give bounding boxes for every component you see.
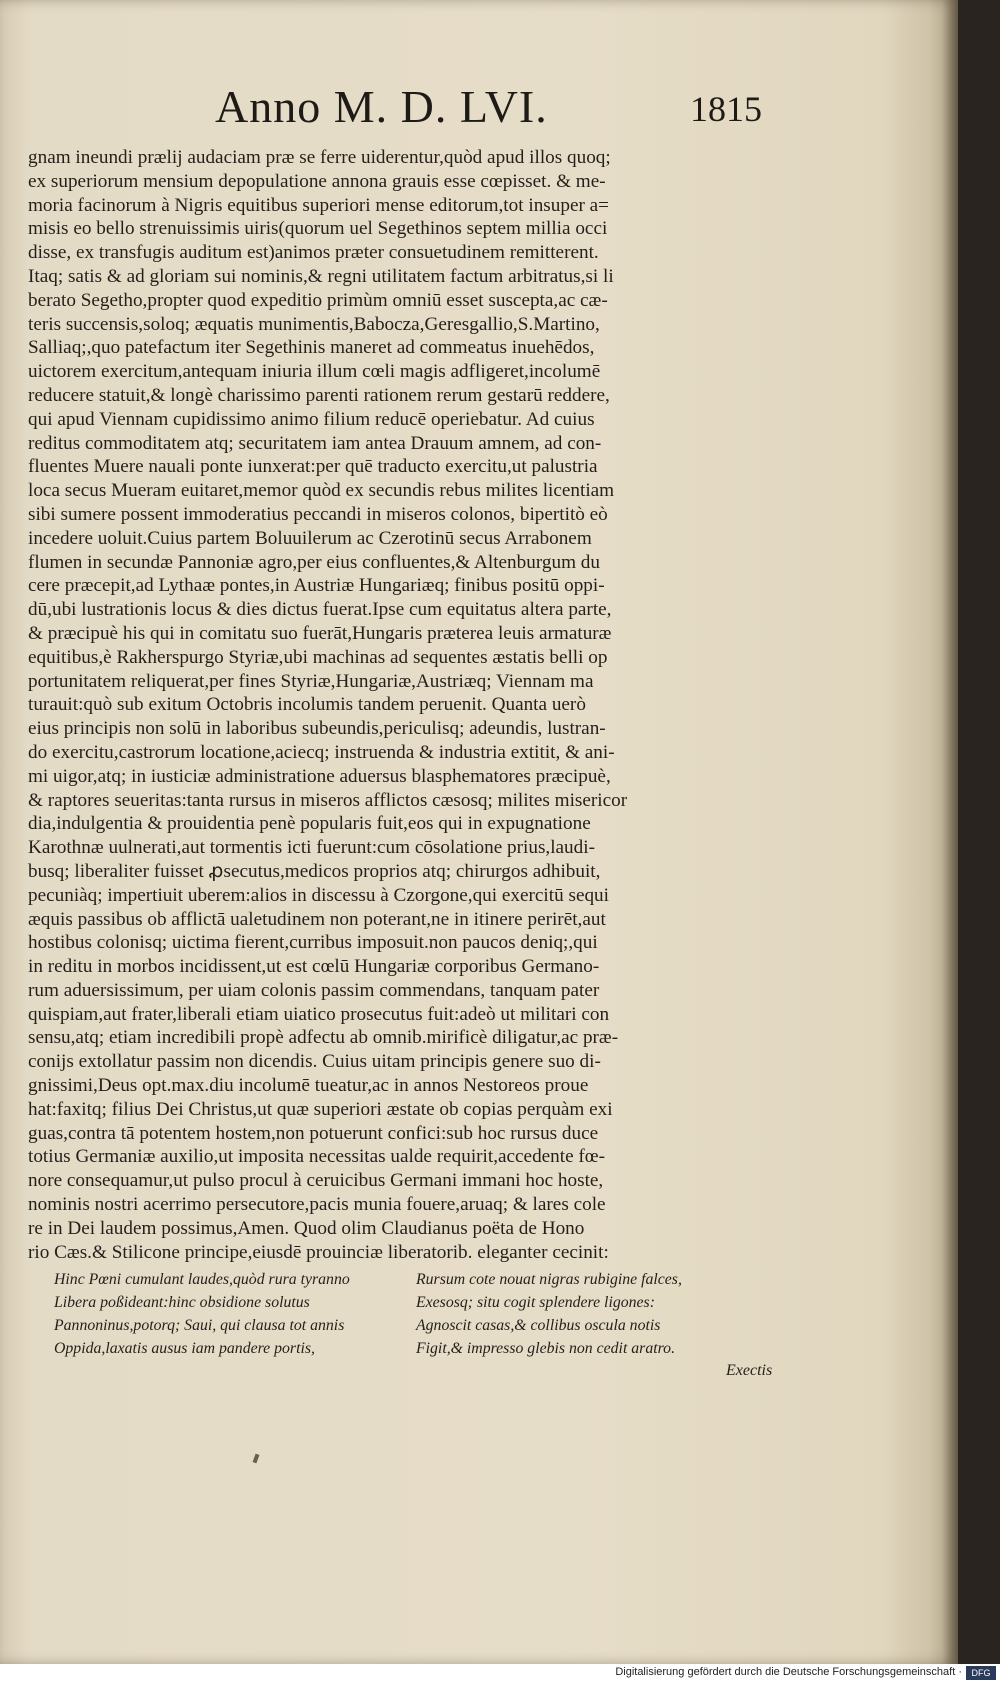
text-line: cere præcepit,ad Lythaæ pontes,in Austriæ Hungariæq; finibus positū oppi- xyxy=(28,575,605,597)
text-line: nore consequamur,ut pulso procul à ceruicibus Germani immani hoc hoste, xyxy=(28,1170,604,1192)
text-line: pecuniàq; impertiuit uberem:alios in discessu à Czorgone,qui exercitū sequi xyxy=(28,884,609,906)
header-title: Anno M. D. LVI. xyxy=(215,81,548,132)
text-line: gnissimi,Deus opt.max.diu incolumē tueatur,ac in annos Nestoreos proue xyxy=(28,1075,589,1097)
text-line: moria facinorum à Nigris equitibus superiori mense editorum,tot insuper a= xyxy=(28,194,609,216)
text-line: & raptores seueritas:tanta rursus in miseros afflictos cæsosq; milites misericor xyxy=(28,789,628,811)
verse-line: Oppida,laxatis ausus iam pandere portis, xyxy=(54,1340,315,1357)
text-line: dū,ubi lustrationis locus & dies dictus fuerat.Ipse cum equitatus altera parte, xyxy=(28,599,612,621)
body-text xyxy=(28,146,788,1264)
footer-bar xyxy=(0,1664,1000,1683)
text-line: re in Dei laudem possimus,Amen. Quod olim Claudianus poëta de Hono xyxy=(28,1217,585,1239)
text-line: reducere statuit,& longè charissimo parenti rationem rerum gestarū reddere, xyxy=(28,384,610,406)
verse-line: Hinc Pœni cumulant laudes,quòd rura tyranno xyxy=(54,1271,350,1288)
text-line: rio Cæs.& Stilicone principe,eiusdē prouinciæ liberatorib. eleganter cecinit: xyxy=(28,1241,609,1263)
text-line: Itaq; satis & ad gloriam sui nominis,& regni utilitatem factum arbitratus,si li xyxy=(28,265,614,287)
text-line: qui apud Viennam cupidissimo animo filium reducē operiebatur. Ad cuius xyxy=(28,408,595,430)
text-line: fluentes Muere nauali ponte iunxerat:per quē traducto exercitu,ut palustria xyxy=(28,456,598,478)
text-line: æquis passibus ob afflictā ualetudinem non poterant,ne in itinere perirēt,aut xyxy=(28,908,606,930)
text-line: guas,contra tā potentem hostem,non potuerunt confici:sub hoc rursus duce xyxy=(28,1122,599,1144)
verse-line: Figit,& impresso glebis non cedit aratro. xyxy=(416,1340,676,1357)
text-line: loca secus Mueram euitaret,memor quòd ex secundis rebus milites licentiam xyxy=(28,480,615,502)
text-line: Karothnæ uulnerati,aut tormentis icti fuerunt:cum cōsolatione prius,laudi- xyxy=(28,837,595,859)
footer-text: Digitalisierung gefördert durch die Deutsche Forschungsgemeinschaft · xyxy=(615,1666,962,1678)
verse-line: Exesosq; situ cogit splendere ligones: xyxy=(416,1294,655,1311)
text-line: reditus commoditatem atq; securitatem iam antea Drauum amnem, ad con- xyxy=(28,432,602,454)
text-line: disse, ex transfugis auditum est)animos præter consuetudinem remitterent. xyxy=(28,242,599,264)
text-line: teris succensis,soloq; æquatis munimentis,Babocza,Geresgallio,S.Martino, xyxy=(28,313,600,335)
text-line: in reditu in morbos incidissent,ut est cœlū Hungariæ corporibus Germano- xyxy=(28,956,600,978)
text-line: berato Segetho,propter quod expeditio primùm omniū esset suscepta,ac cæ- xyxy=(28,289,608,311)
text-line: sensu,atq; etiam incredibili propè adfectu ab omnib.mirificè diligatur,ac præ- xyxy=(28,1027,619,1049)
text-line: mi uigor,atq; in iusticiæ administratione aduersus blasphematores præcipuè, xyxy=(28,765,611,787)
running-header xyxy=(215,80,815,142)
text-line: nominis nostri acerrimo persecutore,pacis munia fouere,aruaq; & lares cole xyxy=(28,1194,606,1216)
verse-line: Agnoscit casas,& collibus oscula notis xyxy=(416,1317,661,1334)
verse-right-column xyxy=(416,1268,682,1360)
dfg-logo: DFG xyxy=(966,1666,996,1680)
text-line: conijs extollatur passim non dicendis. Cuius uitam principis genere suo di- xyxy=(28,1051,601,1073)
text-line: incedere uoluit.Cuius partem Boluuilerum ac Czerotinū secus Arrabonem xyxy=(28,527,592,549)
text-line: hat:faxitq; filius Dei Christus,ut quæ superiori æstate ob copias perquàm exi xyxy=(28,1098,613,1120)
text-line: totius Germaniæ auxilio,ut imposita necessitas ualde requirit,accedente fœ- xyxy=(28,1146,606,1168)
text-line: quispiam,aut frater,liberali etiam uiatico prosecutus fuit:adeò ut militari con xyxy=(28,1003,610,1025)
page-fold-shadow xyxy=(942,0,958,1664)
text-line: Salliaq;,quo patefactum iter Segethinis maneret ad commeatus inuehēdos, xyxy=(28,337,595,359)
text-line: rum aduersissimum, per uiam colonis passim commendans, tanquam pater xyxy=(28,979,600,1001)
text-line: dia,indulgentia & prouidentia penè popularis fuit,eos qui in expugnatione xyxy=(28,813,591,835)
text-line: busq; liberaliter fuisset ꝓsecutus,medicos proprios atq; chirurgos adhibuit, xyxy=(28,860,601,882)
text-line: equitibus,è Rakherspurgo Styriæ,ubi machinas ad sequentes æstatis belli op xyxy=(28,646,608,668)
text-line: misis eo bello strenuissimis uiris(quorum uel Segethinos septem millia occi xyxy=(28,218,608,240)
text-line: portunitatem reliquerat,per fines Styriæ,Hungariæ,Austriæq; Viennam ma xyxy=(28,670,594,692)
ink-mark xyxy=(253,1454,260,1464)
catchword: Exectis xyxy=(726,1362,773,1379)
verse-line: Libera poßideant:hinc obsidione solutus xyxy=(54,1294,310,1311)
verse-left-column xyxy=(54,1268,350,1360)
verse-line: Pannoninus,potorq; Saui, qui clausa tot annis xyxy=(54,1317,345,1334)
verse-line: Rursum cote nouat nigras rubigine falces, xyxy=(416,1271,682,1288)
text-line: flumen in secundæ Pannoniæ agro,per eius confluentes,& Altenburgum du xyxy=(28,551,600,573)
text-line: turauit:quò sub exitum Octobris incolumis tandem peruenit. Quanta uerò xyxy=(28,694,586,716)
page-number: 1815 xyxy=(690,89,762,129)
text-line: ex superiorum mensium depopulatione annona grauis esse cœpisset. & me- xyxy=(28,170,606,192)
text-line: eius principis non solū in laboribus subeundis,periculisq; adeundis, lustran- xyxy=(28,718,606,740)
text-line: hostibus colonisq; uictima fierent,curribus imposuit.non paucos deniq;,qui xyxy=(28,932,598,954)
text-line: do exercitu,castrorum locatione,aciecq; instruenda & industria extitit, & ani- xyxy=(28,741,615,763)
text-line: gnam ineundi prælij audaciam præ se ferre uiderentur,quòd apud illos quoq; xyxy=(28,147,611,168)
text-line: uictorem exercitum,antequam iniuria illum cœli magis adfligeret,incolumē xyxy=(28,361,601,383)
text-line: & præcipuè his qui in comitatu suo fuerāt,Hungaris præterea leuis armaturæ xyxy=(28,622,612,644)
text-line: sibi sumere possent immoderatius peccandi in miseros colonos, bipertitò eò xyxy=(28,503,608,525)
